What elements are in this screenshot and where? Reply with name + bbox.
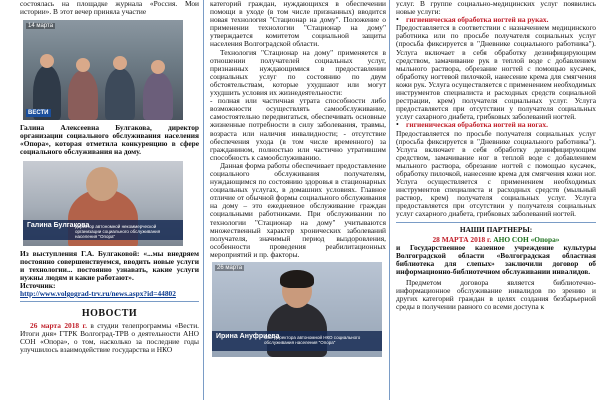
service-title: гигиеническая обработка ногтей на руках.	[406, 15, 549, 25]
text-paragraph: - полная или частичная утрата способности либо возможности осуществлять самообслуживание, самостоятельно передвигаться, обеспечивать основные жизненные потребности в силу заболевания, травмы, возраста или наличия инвалидности; - отсутствие обеспечения ухода (в том числе временного) за гражданином, полностью или частично утратившим способность к самообслуживанию.	[210, 96, 386, 162]
tv-caption-bar	[212, 331, 382, 351]
attendee-head	[113, 56, 127, 70]
conference-photo	[23, 20, 183, 120]
news-title: НОВОСТИ	[81, 308, 138, 320]
service-description: Предоставляется в соответствии с назначением медицинского работника или по просьбе получателя социальных услуг (просьба фиксируется в "Дневнике социального работника"). Услуга включает в себя обработку дезинфицирующим средством, замачивание рук в теплой воде с добавлением мыльного раствора, обрезание ногтей с помощью кусачек, обработку ногтевой пилочкой, нанесение крема для смягчения кожи рук. Услуга осуществляется с применением необходимых инструментов специалиста и расходных средств социальной рестрации, крем) получателя социальных услуг. Услуга предоставляется при отсутствии у получателя социальных услуг сахарного диабета, грибковых заболеваний ногтей.	[396, 23, 596, 122]
partners-date: 28 МАРТА 2018 г.	[432, 234, 492, 244]
source-label: Источник:	[20, 280, 56, 290]
source-link[interactable]: http://www.volgograd-trv.ru/news.aspx?id=44802	[20, 289, 176, 299]
middle-column	[207, 0, 390, 400]
divider	[20, 301, 199, 302]
attendee-head	[151, 60, 165, 74]
attendee-figure	[105, 68, 135, 120]
right-column	[392, 0, 600, 400]
partners-org: АНО СОН «Опора»	[491, 234, 560, 244]
text-paragraph: услуг. В группе социально-медицинских услуг появились новые услуги:	[396, 0, 596, 17]
partners-text-2: Предметом договора является библиотечно-информационное обслуживание инвалидов по зрению и других категорий граждан в целях создания безбарьерной среды в получении равного со всеми доступа к	[396, 277, 596, 312]
partners-title: НАШИ ПАРТНЕРЫ:	[459, 224, 533, 234]
text-paragraph: категорий граждан, нуждающихся в обеспечении помощи в уходе (в том числе признанных) вводится новая технология "Стационар на дому". Положение о применении технологии "Стационар на дому" утверждается комитетом социальной защиты населения Волгоградской области.	[210, 0, 386, 49]
interview-photo	[212, 262, 382, 357]
photo-date-label: 14 марта	[28, 23, 54, 30]
speaker-photo	[23, 161, 183, 246]
interviewee-role: зам. директора автономной НКО социального обслуживания населения "Опора"	[264, 335, 361, 345]
interviewee-hair	[280, 270, 314, 288]
photo-date-label: 26 марта	[217, 265, 243, 271]
text-paragraph: Технология "Стационар на дому" применяется в отношении получателей социальных услуг, признанных нуждающимися в предоставлении социальных услуг по состоянию по двум обстоятельствам, которые ухудшают или могут ухудшить условия их жизнедеятельности:	[210, 47, 386, 98]
interviewee-name: Ирина Ануфриева	[216, 333, 280, 340]
speaker-name: Галина Булгакова	[27, 221, 90, 229]
attendee-figure	[68, 70, 98, 120]
text-paragraph: Данная форма работы обеспечивает предоставление социального обслуживания получателям, нуждающимся по состоянию здоровья в стационарных социальных услугах, в домашних условиях. Главное отличие от обычной формы социального обслуживания на дому – это ежедневное обслуживание граждан социальными работниками. При обслуживании по технологии "Стационар на дому" учитываются множественный характер хронических заболеваний получателя, значимый период выздоровления, особенности проведения реабилитационных мероприятий и пр. факторы.	[210, 160, 386, 259]
attendee-figure	[143, 72, 173, 120]
divider	[396, 222, 596, 223]
photo1-caption: Галина Алексеевна Булгакова, директор организации социального обслуживания населения «Опора», которая отметила конкуренцию в сфере социального обслуживания на дому.	[20, 123, 199, 157]
left-column	[0, 0, 204, 400]
quote-text: Из выступления Г.А. Булгаковой: «...мы внедряем постоянно совершенствуемся, вводить новые услуги и технологии... постоянно узнавать, какие услуги нужны людям и какие работают».	[20, 248, 199, 282]
news-text: в студии телепрограммы «Вести. Итоги дня» ГТРК Волгоград-ТРВ о деятельности АНО СОН «Опора», о том, насколько за последние годы улучшилось взаимодействие государства и НКО	[20, 321, 199, 355]
partners-text: и Государственное казенное учреждение культуры Волгоградской области «Волгоградская областная библиотека для слепых» заключили договор об информационно-библиотечном обслуживании инвалидов.	[396, 242, 596, 276]
news-date: 26 марта 2018 г.	[30, 321, 87, 331]
vesti-logo: ВЕСТИ	[28, 110, 49, 117]
speaker-role: директор автономной некоммерческой организации социального обслуживания населения "Опора"	[75, 223, 161, 239]
speaker-head	[86, 167, 118, 201]
service-title: гигиеническая обработка ногтей на ногах.	[406, 120, 548, 130]
tv-caption-bar	[23, 220, 183, 240]
attendee-head	[76, 58, 90, 72]
service-description: Предоставляется по просьбе получателя социальных услуг (просьба фиксируется в "Дневнике социального работника"). Услуга включает в себя обработку дезинфицирующим средством, замачивание ног в теплой воде с добавлением мыльного раствора, обрезание ногтей с помощью кусачек, обработку пилочкой, нанесение крема для смягчения кожи ног. Услуга осуществляется с применением необходимых инструментов специалиста и расходных средств (мыльный раствор, крем) получателя социальных услуг. Услуга предоставляется при отсутствии у получателя социальных услуг сахарного диабета, грибковых заболеваний ногтей.	[396, 128, 596, 219]
intro-text: состоялась на площадке журнала «Россия. Мои истории». В этот вечер приняла участие	[20, 0, 199, 17]
